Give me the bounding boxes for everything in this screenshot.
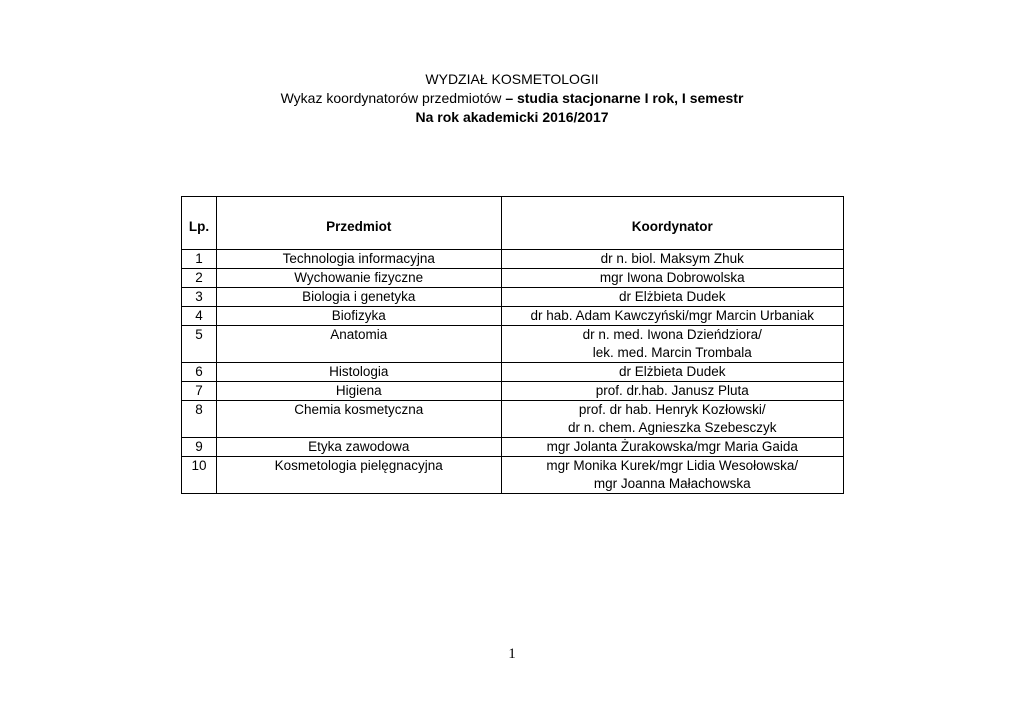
- coordinator-line: mgr Jolanta Żurakowska/mgr Maria Gaida: [546, 439, 798, 454]
- coordinator-line: mgr Iwona Dobrowolska: [599, 270, 745, 285]
- coordinator-line: prof. dr.hab. Janusz Pluta: [595, 383, 749, 398]
- table-row: [182, 288, 844, 307]
- faculty-title: WYDZIAŁ KOSMETOLOGII: [425, 71, 599, 87]
- coordinator-line: prof. dr hab. Henryk Kozłowski/: [578, 402, 766, 417]
- table-row: [182, 269, 844, 288]
- subtitle-bold: – studia stacjonarne I rok, I semestr: [505, 90, 744, 106]
- page-number: 1: [508, 646, 516, 662]
- row-number: 4: [182, 307, 217, 326]
- subject-cell: Higiena: [216, 382, 501, 401]
- coordinator-cell: [501, 457, 843, 494]
- row-number: 7: [182, 382, 217, 401]
- coordinator-line: dr Elżbieta Dudek: [618, 364, 726, 379]
- academic-year: Na rok akademicki 2016/2017: [415, 109, 609, 125]
- coordinator-line: dr n. med. Iwona Dzieńdziora/: [582, 327, 762, 342]
- subject-cell: Histologia: [216, 363, 501, 382]
- document-header: [0, 70, 1024, 127]
- table-row: [182, 457, 844, 494]
- row-number: 1: [182, 250, 217, 269]
- table-row: [182, 326, 844, 363]
- coordinator-cell: [501, 382, 843, 401]
- coordinator-line: dr n. biol. Maksym Zhuk: [600, 251, 744, 266]
- coordinator-line: dr hab. Adam Kawczyński/mgr Marcin Urbaniak: [530, 308, 815, 323]
- coordinator-cell: [501, 326, 843, 363]
- table-row: [182, 307, 844, 326]
- coordinator-line: dr Elżbieta Dudek: [618, 289, 726, 304]
- row-number: 6: [182, 363, 217, 382]
- table-row: [182, 363, 844, 382]
- coordinator-line: mgr Joanna Małachowska: [593, 476, 751, 491]
- row-number: 10: [182, 457, 217, 494]
- coordinator-cell: [501, 363, 843, 382]
- header-coordinator: Koordynator: [501, 197, 843, 250]
- table-body: [182, 250, 844, 494]
- header-subject: Przedmiot: [216, 197, 501, 250]
- subject-cell: Chemia kosmetyczna: [216, 401, 501, 438]
- coordinator-cell: [501, 401, 843, 438]
- coordinator-cell: [501, 438, 843, 457]
- coordinator-cell: [501, 250, 843, 269]
- coordinator-cell: [501, 288, 843, 307]
- coordinators-table: [181, 196, 844, 494]
- table-row: [182, 250, 844, 269]
- row-number: 5: [182, 326, 217, 363]
- coordinator-line: dr n. chem. Agnieszka Szebesczyk: [567, 420, 777, 435]
- table-row: [182, 438, 844, 457]
- coordinator-line: lek. med. Marcin Trombala: [592, 345, 752, 360]
- subject-cell: Kosmetologia pielęgnacyjna: [216, 457, 501, 494]
- subject-cell: Etyka zawodowa: [216, 438, 501, 457]
- coordinator-cell: [501, 307, 843, 326]
- subject-cell: Anatomia: [216, 326, 501, 363]
- subject-cell: Biologia i genetyka: [216, 288, 501, 307]
- table-row: [182, 382, 844, 401]
- row-number: 3: [182, 288, 217, 307]
- table-header-row: [182, 197, 844, 250]
- subject-cell: Technologia informacyjna: [216, 250, 501, 269]
- table-row: [182, 401, 844, 438]
- row-number: 8: [182, 401, 217, 438]
- subtitle-normal: Wykaz koordynatorów przedmiotów: [280, 90, 506, 106]
- subject-cell: Wychowanie fizyczne: [216, 269, 501, 288]
- coordinator-line: mgr Monika Kurek/mgr Lidia Wesołowska/: [546, 458, 799, 473]
- row-number: 9: [182, 438, 217, 457]
- subject-cell: Biofizyka: [216, 307, 501, 326]
- coordinator-cell: [501, 269, 843, 288]
- header-lp: Lp.: [182, 197, 217, 250]
- row-number: 2: [182, 269, 217, 288]
- document-subtitle: [0, 89, 1024, 108]
